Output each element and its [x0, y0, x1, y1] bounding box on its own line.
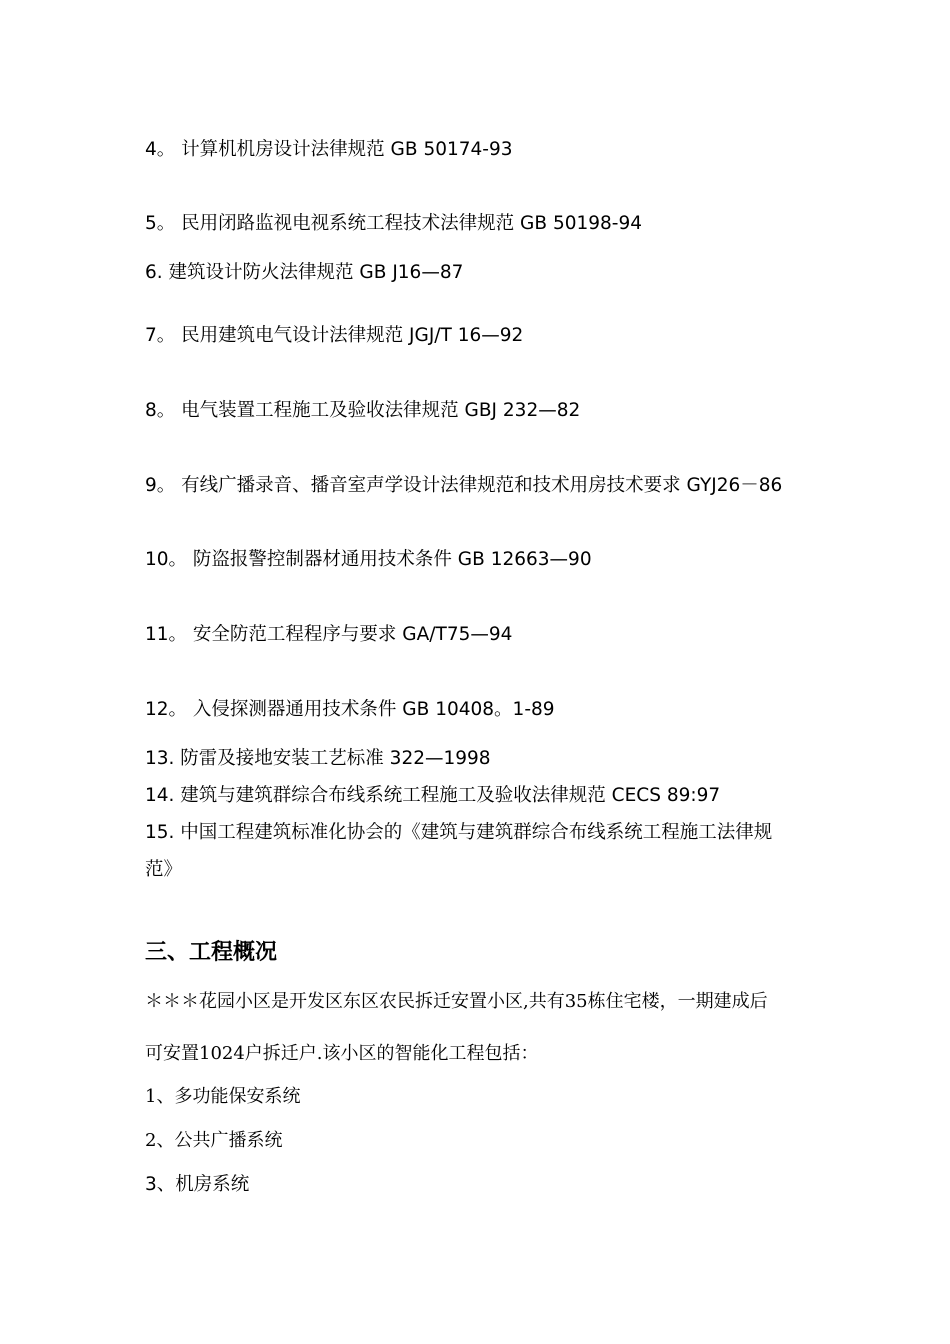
- overview-paragraph-line-1: ＊＊＊花园小区是开发区东区农民拆迁安置小区,共有35栋住宅楼，一期建成后: [145, 991, 768, 1012]
- system-item-2: 2、公共广播系统: [145, 1130, 283, 1151]
- overview-paragraph-line-2: 可安置1024户拆迁户.该小区的智能化工程包括：: [145, 1043, 539, 1064]
- standard-item-11: 11。 安全防范工程程序与要求 GA/T75—94: [145, 624, 513, 645]
- standard-item-15-continued: 范》: [145, 859, 183, 880]
- standard-item-8: 8。 电气装置工程施工及验收法律规范 GBJ 232—82: [145, 400, 581, 421]
- standard-item-12: 12。 入侵探测器通用技术条件 GB 10408。1-89: [145, 699, 555, 720]
- section-heading: 三、工程概况: [145, 940, 278, 965]
- standard-item-14: 14. 建筑与建筑群综合布线系统工程施工及验收法律规范 CECS 89:97: [145, 785, 721, 806]
- standard-item-15: 15. 中国工程建筑标准化协会的《建筑与建筑群综合布线系统工程施工法律规: [145, 822, 773, 843]
- standard-item-5: 5。 民用闭路监视电视系统工程技术法律规范 GB 50198-94: [145, 213, 643, 234]
- standard-item-13: 13. 防雷及接地安装工艺标准 322—1998: [145, 748, 491, 769]
- standard-item-4: 4。 计算机机房设计法律规范 GB 50174-93: [145, 139, 513, 160]
- standard-item-10: 10。 防盗报警控制器材通用技术条件 GB 12663—90: [145, 549, 592, 570]
- standard-item-9: 9。 有线广播录音、播音室声学设计法律规范和技术用房技术要求 GYJ26－86: [145, 475, 783, 496]
- standard-item-6: 6. 建筑设计防火法律规范 GB J16—87: [145, 262, 464, 283]
- system-item-1: 1、多功能保安系统: [145, 1086, 301, 1107]
- system-item-3: 3、机房系统: [145, 1174, 250, 1195]
- standard-item-7: 7。 民用建筑电气设计法律规范 JGJ/T 16—92: [145, 325, 524, 346]
